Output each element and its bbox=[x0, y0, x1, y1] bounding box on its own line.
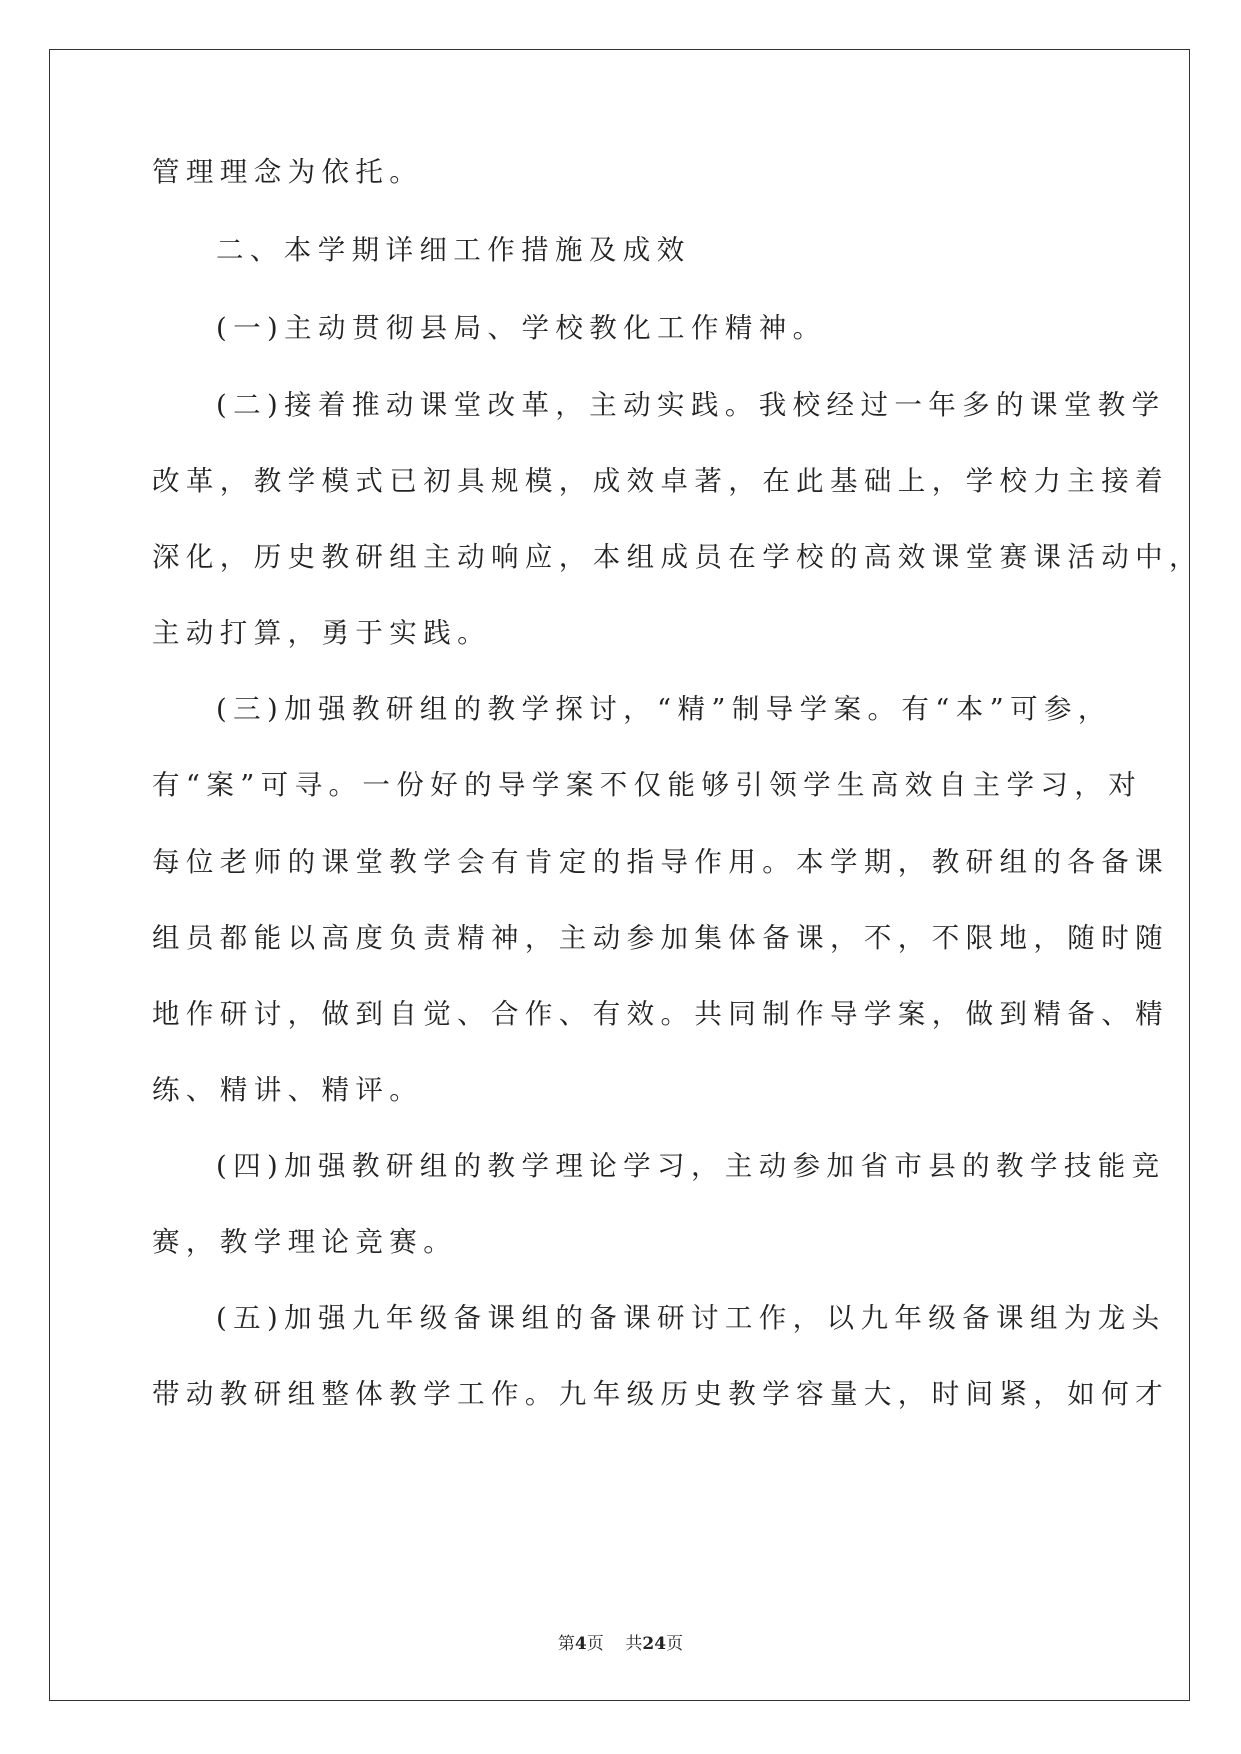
footer-prefix: 第 bbox=[557, 1634, 575, 1654]
text-line-16: (五)加强九年级备课组的备课研讨工作，以九年级备课组为龙头 bbox=[216, 1302, 1166, 1334]
total-page-number: 24 bbox=[642, 1634, 667, 1654]
text-line-15: 赛，教学理论竞赛。 bbox=[152, 1226, 458, 1258]
text-line-12: 地作研讨，做到自觉、合作、有效。共同制作导学案，做到精备、精 bbox=[152, 998, 1169, 1030]
footer-suffix: 页 bbox=[666, 1634, 684, 1654]
text-line-8: (三)加强教研组的教学探讨，“精”制导学案。有“本”可参， bbox=[216, 693, 1112, 725]
text-line-7: 主动打算，勇于实践。 bbox=[152, 617, 491, 649]
current-page-number: 4 bbox=[574, 1634, 587, 1654]
text-line-3: (一)主动贯彻县局、学校教化工作精神。 bbox=[216, 312, 827, 344]
page-footer bbox=[0, 1633, 1241, 1655]
text-line-17: 带动教研组整体教学工作。九年级历史教学容量大，时间紧，如何才 bbox=[152, 1378, 1169, 1410]
section-heading: 二、本学期详细工作措施及成效 bbox=[216, 234, 691, 266]
text-line-13: 练、精讲、精评。 bbox=[152, 1074, 424, 1106]
footer-middle: 页 共 bbox=[586, 1634, 643, 1654]
text-line-4: (二)接着推动课堂改革，主动实践。我校经过一年多的课堂教学 bbox=[216, 389, 1166, 421]
text-line-14: (四)加强教研组的教学理论学习，主动参加省市县的教学技能竞 bbox=[216, 1150, 1166, 1182]
text-line-10: 每位老师的课堂教学会有肯定的指导作用。本学期，教研组的各备课 bbox=[152, 846, 1169, 878]
text-line-9: 有“案”可寻。一份好的导学案不仅能够引领学生高效自主学习，对 bbox=[152, 769, 1143, 801]
text-line-11: 组员都能以高度负责精神，主动参加集体备课，不，不限地，随时随 bbox=[152, 922, 1169, 954]
text-line-6: 深化，历史教研组主动响应，本组成员在学校的高效课堂赛课活动中， bbox=[152, 541, 1203, 573]
text-line-1: 管理理念为依托。 bbox=[152, 156, 424, 188]
text-line-5: 改革，教学模式已初具规模，成效卓著，在此基础上，学校力主接着 bbox=[152, 465, 1169, 497]
